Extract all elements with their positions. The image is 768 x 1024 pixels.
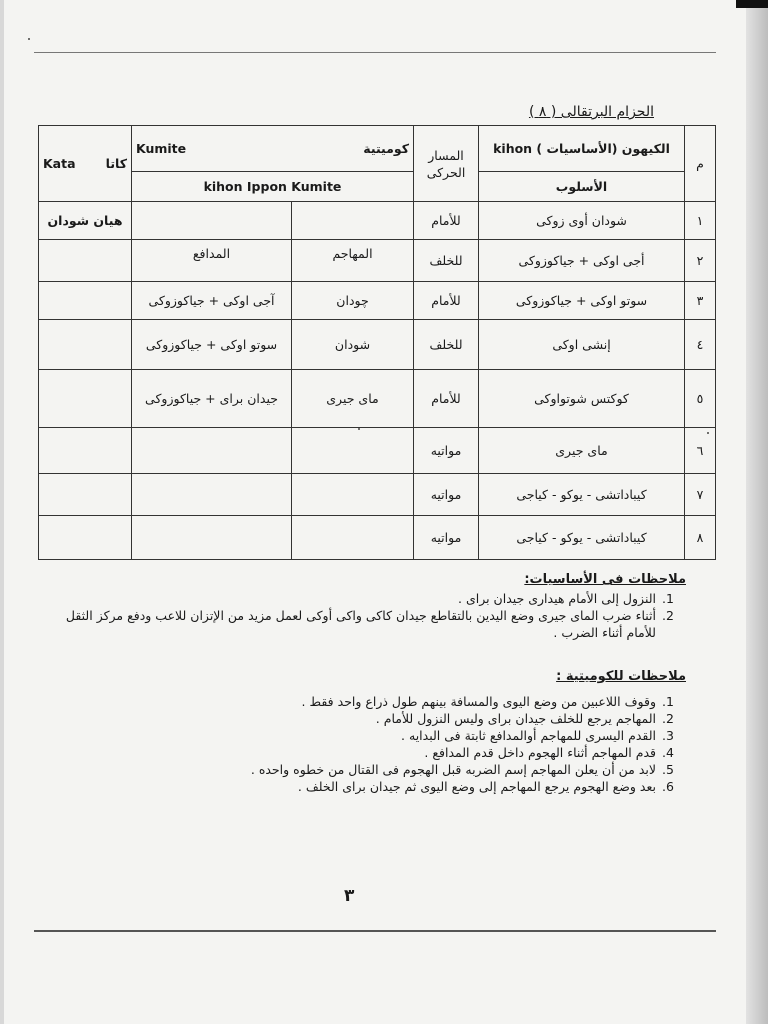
row-number: ٤ <box>685 320 716 370</box>
note-item: 1. النزول إلى الأمام هيدارى جيدان براى . <box>36 590 658 607</box>
path-cell: مواتيه <box>414 516 479 560</box>
path-cell: مواتيه <box>414 428 479 474</box>
page-heading: الحزام البرتقالى ( ٨ ) <box>528 104 654 120</box>
page-edge-shadow <box>746 0 768 1024</box>
row-number: ٦ <box>685 428 716 474</box>
defender-cell: جيدان براى + جياكوزوكى <box>132 370 292 428</box>
notes-basics-title: ملاحظات فى الأساسيات: <box>524 572 686 587</box>
header-row-1 <box>39 126 716 172</box>
defender-cell: آجى اوكى + جياكوزوكى <box>132 282 292 320</box>
note-item: 2. أثناء ضرب الماى جيرى وضع اليدين بالتقاطع جيدان كاكى واكى أوكى لعمل مزيد من الإتزان للاعب ودفع مركز الثقل للأمام أثناء الضرب . <box>36 607 658 641</box>
scan-speck <box>707 432 709 434</box>
attacker-cell: ماى جيرى <box>292 370 414 428</box>
note-item: 3. القدم اليسرى للمهاجم أوالمدافع ثابتة فى البدايه . <box>36 727 658 744</box>
notes-basics <box>36 571 686 641</box>
kata-cell <box>39 282 132 320</box>
row-number: ٢ <box>685 240 716 282</box>
row-number: ٣ <box>685 282 716 320</box>
defender-cell <box>132 202 292 240</box>
document-page <box>4 0 746 1024</box>
note-item: 5. لابد من أن يعلن المهاجم إسم الضربه قبل الهجوم فى القتال من خطوه واحده . <box>36 761 658 778</box>
note-item: 6. بعد وضع الهجوم يرجع المهاجم إلى وضع اليوى ثم جيدان براى الخلف . <box>36 778 658 795</box>
row-number: ١ <box>685 202 716 240</box>
notes-kumite-title: ملاحظات للكوميتية : <box>556 669 686 684</box>
table-row <box>39 474 716 516</box>
attacker-cell <box>292 516 414 560</box>
table-row <box>39 240 716 282</box>
defender-cell <box>132 516 292 560</box>
defender-cell <box>132 428 292 474</box>
style-cell: كوكتس شوتواوكى <box>479 370 685 428</box>
defender-cell: سوتو اوكى + جياكوزوكى <box>132 320 292 370</box>
kata-header <box>39 126 132 202</box>
techniques-table <box>38 125 716 560</box>
kata-cell <box>39 240 132 282</box>
path-cell: مواتيه <box>414 474 479 516</box>
defender-cell <box>132 474 292 516</box>
scan-corner <box>736 0 768 8</box>
path-cell: للخلف <box>414 240 479 282</box>
scan-speck <box>358 428 360 430</box>
attacker-cell: چودان <box>292 282 414 320</box>
row-number: ٧ <box>685 474 716 516</box>
path-cell: للأمام <box>414 202 479 240</box>
style-cell: إنشى اوكى <box>479 320 685 370</box>
style-subheader: الأسلوب <box>479 172 685 202</box>
attacker-cell <box>292 428 414 474</box>
kata-header-en: Kata <box>43 156 76 171</box>
ippon-kumite-header: kihon Ippon Kumite <box>132 172 414 202</box>
notes-kumite <box>36 668 686 795</box>
path-cell: للأمام <box>414 282 479 320</box>
path-cell: للخلف <box>414 320 479 370</box>
header-row-2 <box>39 172 716 202</box>
kata-cell <box>39 428 132 474</box>
kihon-header: الكيهون (الأساسيات ) kihon <box>479 126 685 172</box>
kata-cell <box>39 516 132 560</box>
attacker-header: المهاجم <box>292 240 414 282</box>
page-number: ٣ <box>344 886 355 906</box>
scan-speck <box>28 38 30 40</box>
defender-header: المدافع <box>132 240 292 282</box>
table-row <box>39 320 716 370</box>
path-header: المسار الحركى <box>414 126 479 202</box>
style-cell: أجى اوكى + جياكوزوكى <box>479 240 685 282</box>
note-item: 2. المهاجم يرجع للخلف جيدان براى وليس النزول للأمام . <box>36 710 658 727</box>
table-row <box>39 516 716 560</box>
kumite-header <box>132 126 414 172</box>
table-row <box>39 282 716 320</box>
kata-cell <box>39 320 132 370</box>
style-cell: سوتو اوكى + جياكوزوكى <box>479 282 685 320</box>
note-item: 4. قدم المهاجم أثناء الهجوم داخل قدم المدافع . <box>36 744 658 761</box>
table-row <box>39 202 716 240</box>
path-cell: للأمام <box>414 370 479 428</box>
style-cell: كيباداتشى - يوكو - كياجى <box>479 516 685 560</box>
style-cell: ماى جيرى <box>479 428 685 474</box>
kata-cell <box>39 474 132 516</box>
attacker-cell <box>292 474 414 516</box>
attacker-cell <box>292 202 414 240</box>
kumite-header-ar: كوميتية <box>363 141 409 156</box>
kata-header-ar: كاتا <box>105 156 127 171</box>
table-row <box>39 370 716 428</box>
table-row <box>39 428 716 474</box>
num-column-header: م <box>685 126 716 202</box>
row-number: ٨ <box>685 516 716 560</box>
note-item: 1. وقوف اللاعبين من وضع اليوى والمسافة بينهم طول ذراع واحد فقط . <box>36 693 658 710</box>
attacker-cell: شودان <box>292 320 414 370</box>
bottom-rule <box>34 930 716 932</box>
style-cell: كيباداتشى - يوكو - كياجى <box>479 474 685 516</box>
kata-value: هيان شودان <box>39 202 132 240</box>
style-cell: شودان أوى زوكى <box>479 202 685 240</box>
row-number: ٥ <box>685 370 716 428</box>
top-rule <box>34 52 716 53</box>
kumite-header-en: Kumite <box>136 141 187 156</box>
kata-cell <box>39 370 132 428</box>
